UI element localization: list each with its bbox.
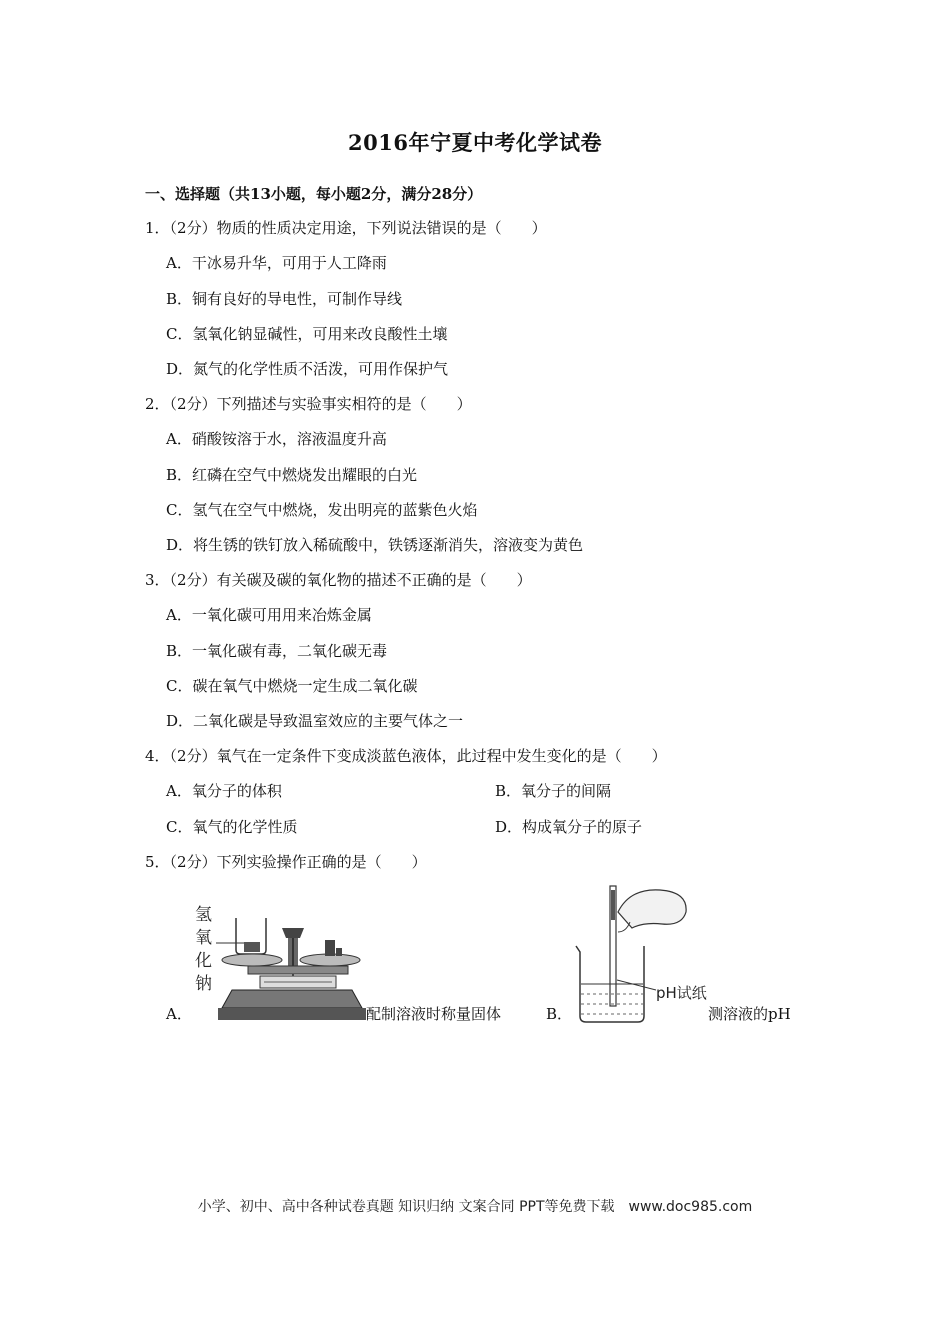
question-4-option-a: A．氧分子的体积 bbox=[166, 782, 282, 800]
question-4-stem: 4．（2分）氧气在一定条件下变成淡蓝色液体，此过程中发生变化的是（ ） bbox=[145, 747, 667, 765]
question-3-stem: 3．（2分）有关碳及碳的氧化物的描述不正确的是（ ） bbox=[145, 571, 532, 589]
balance-label-char: 氢 bbox=[195, 905, 212, 925]
question-2-option-a: A．硝酸铵溶于水，溶液温度升高 bbox=[166, 430, 387, 448]
question-2-option-b: B．红磷在空气中燃烧发出耀眼的白光 bbox=[166, 466, 418, 484]
question-4-option-d: D．构成氧分子的原子 bbox=[495, 818, 643, 836]
question-5-option-a-caption: 配制溶液时称量固体 bbox=[366, 1005, 502, 1023]
ph-test-figure bbox=[570, 882, 710, 1026]
question-3-option-c: C．碳在氧气中燃烧一定生成二氧化碳 bbox=[166, 677, 418, 695]
balance-label-char: 氧 bbox=[195, 928, 212, 948]
question-2-stem: 2．（2分）下列描述与实验事实相符的是（ ） bbox=[145, 395, 472, 413]
question-2-option-c: C．氢气在空气中燃烧，发出明亮的蓝紫色火焰 bbox=[166, 501, 478, 519]
question-5-option-b-label: B． bbox=[546, 1005, 573, 1023]
question-1-option-a: A．干冰易升华，可用于人工降雨 bbox=[166, 254, 387, 272]
balance-label-char: 化 bbox=[195, 951, 212, 971]
question-3-option-d: D．二氧化碳是导致温室效应的主要气体之一 bbox=[166, 712, 464, 730]
balance-label-char: 钠 bbox=[195, 974, 212, 994]
ph-paper-label: pH试纸 bbox=[656, 984, 707, 1002]
question-1-stem: 1．（2分）物质的性质决定用途，下列说法错误的是（ ） bbox=[145, 219, 547, 237]
question-3-option-a: A．一氧化碳可用用来冶炼金属 bbox=[166, 606, 372, 624]
section-heading: 一、选择题（共13小题，每小题2分，满分28分） bbox=[145, 185, 483, 203]
question-4-option-b: B．氧分子的间隔 bbox=[495, 782, 612, 800]
question-2-option-d: D．将生锈的铁钉放入稀硫酸中，铁锈逐渐消失，溶液变为黄色 bbox=[166, 536, 584, 554]
question-1-option-c: C．氢氧化钠显碱性，可用来改良酸性土壤 bbox=[166, 325, 448, 343]
question-1-option-b: B．铜有良好的导电性，可制作导线 bbox=[166, 290, 403, 308]
question-3-option-b: B．一氧化碳有毒，二氧化碳无毒 bbox=[166, 642, 388, 660]
balance-figure bbox=[192, 898, 370, 1024]
question-5-stem: 5．（2分）下列实验操作正确的是（ ） bbox=[145, 853, 427, 871]
question-5-option-b-caption: 测溶液的pH bbox=[708, 1005, 791, 1023]
question-1-option-d: D．氮气的化学性质不活泼，可用作保护气 bbox=[166, 360, 449, 378]
page-title: 2016年宁夏中考化学试卷 bbox=[348, 130, 602, 155]
question-5-option-a-label: A． bbox=[166, 1005, 192, 1023]
question-4-option-c: C．氧气的化学性质 bbox=[166, 818, 298, 836]
page-footer: 小学、初中、高中各种试卷真题 知识归纳 文案合同 PPT等免费下载 www.doc985.com bbox=[197, 1199, 753, 1215]
